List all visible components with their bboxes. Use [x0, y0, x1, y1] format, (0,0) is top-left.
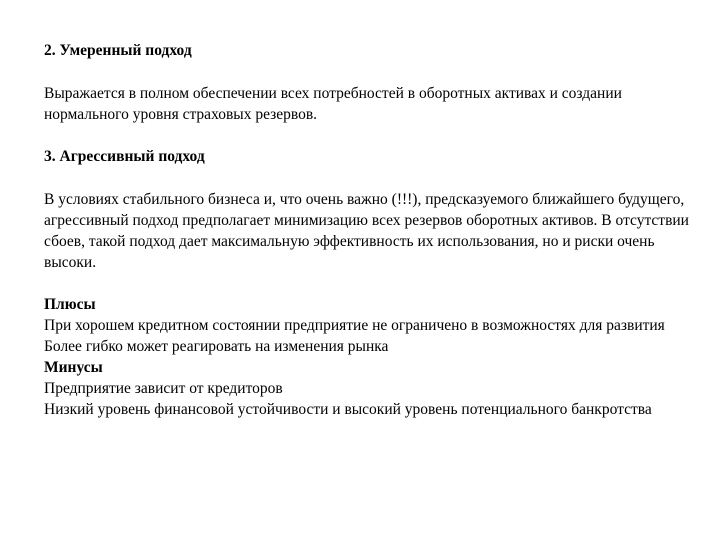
cons-item: Низкий уровень финансовой устойчивости и высокий уровень потенциального банкротства — [44, 401, 652, 418]
cons-section — [44, 357, 704, 420]
pros-section — [44, 294, 704, 357]
pros-item: Более гибко может реагировать на изменения рынка — [44, 338, 389, 355]
cons-item: Предприятие зависит от кредиторов — [44, 380, 283, 397]
spacer — [44, 125, 704, 146]
spacer — [44, 167, 704, 189]
section-3-body: В условиях стабильного бизнеса и, что очень важно (!!!), предсказуемого ближайшего будущего, агрессивный подход предполагает минимизацию всех резервов оборотных активов. В отсутствии сбоев, такой подход дает максимальную эффективность их использования, но и риски очень высоки. — [44, 191, 689, 271]
spacer — [44, 273, 704, 294]
cons-title: Минусы — [44, 359, 103, 376]
pros-title: Плюсы — [44, 296, 96, 313]
section-2-body: Выражается в полном обеспечении всех потребностей в оборотных активах и создании нормального уровня страховых резервов. — [44, 85, 622, 123]
section-3-heading: 3. Агрессивный подход — [44, 148, 205, 165]
spacer — [44, 61, 704, 83]
document-page — [44, 40, 704, 420]
section-2-heading: 2. Умеренный подход — [44, 42, 192, 59]
pros-item: При хорошем кредитном состоянии предприятие не ограничено в возможностях для развития — [44, 317, 665, 334]
